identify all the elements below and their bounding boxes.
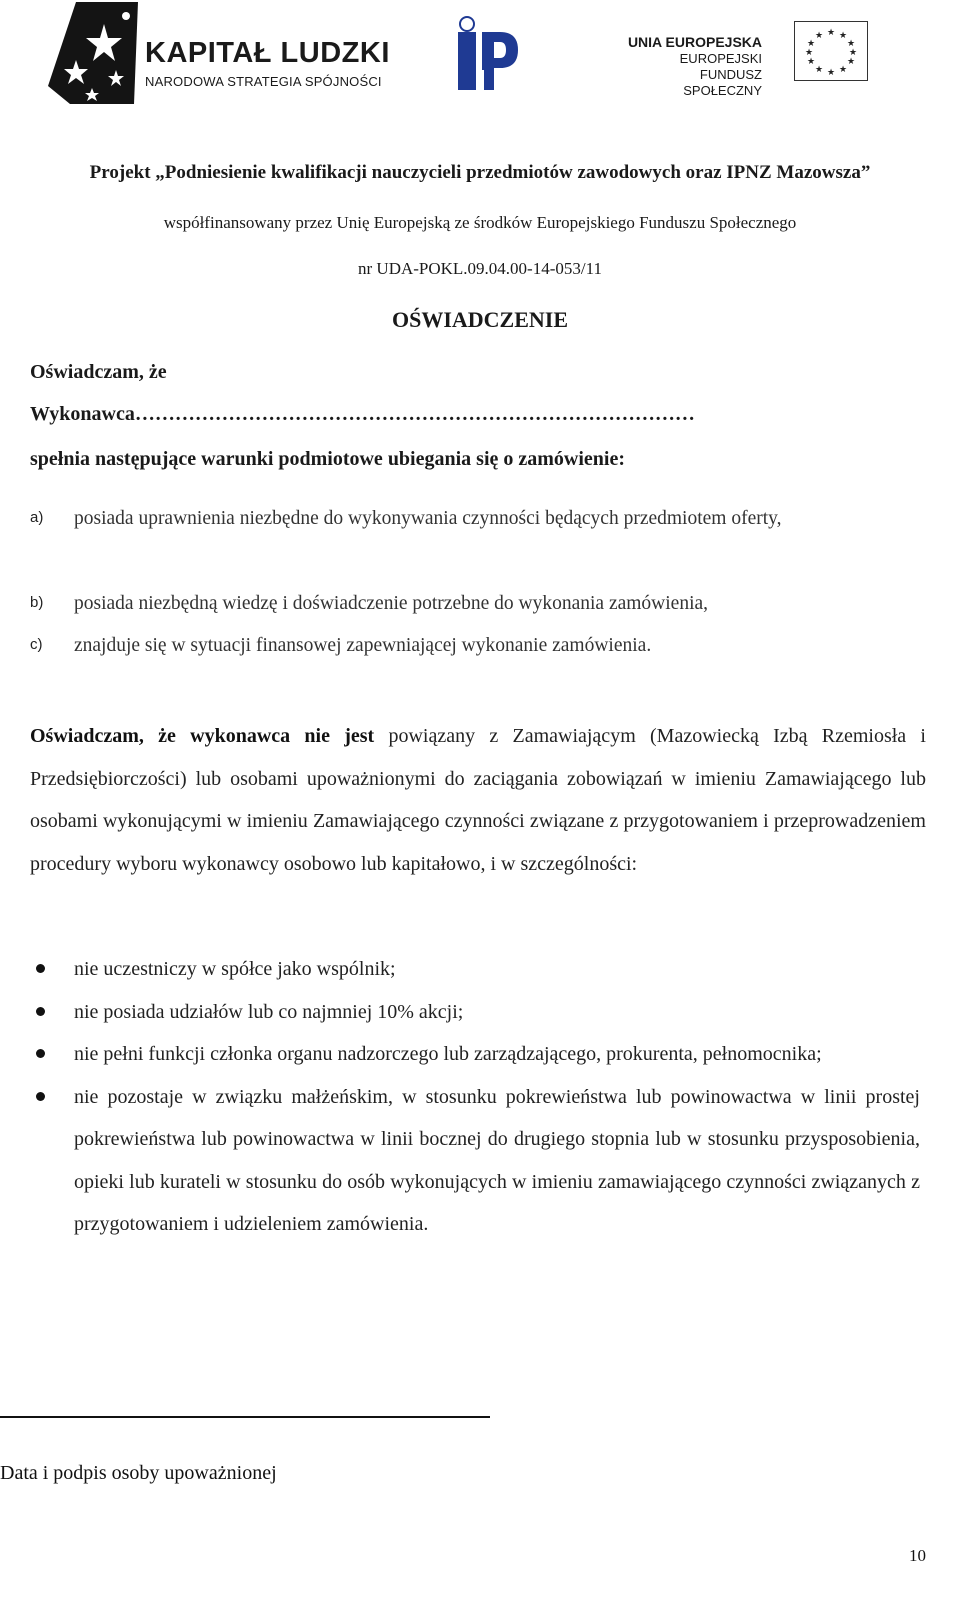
svg-text:★: ★ [846,56,856,66]
eu-line-1: UNIA EUROPEJSKA [627,34,762,50]
kapital-ludzki-title: KAPITAŁ LUDZKI [145,37,390,69]
header-logos [0,0,960,125]
list-item-text: nie uczestniczy w spółce jako wspólnik; [74,958,396,980]
condition-marker-b: b) [30,594,44,611]
relationship-statement-bold: Oświadczam, że wykonawca nie jest [30,725,375,747]
list-item [30,1033,920,1076]
list-item [30,991,920,1034]
relationship-statement-text: powiązany z Zamawiającym (Mazowiecką Izbą Rzemiosła i Przedsiębiorczości) lub osobami upoważnionymi do zaciągania zobowiązań w imieniu Zamawiającego lub osobami wykonującymi w imieniu Zamawiającego czynności związane z przygotowaniem i przeprowadzeniem procedury wyboru wykonawcy osobowo lub kapitałowo, i w szczególności: [30,725,926,875]
project-subtitle: współfinansowany przez Unię Europejską ze środków Europejskiego Funduszu Społecznego [163,213,797,232]
relationship-statement [30,715,926,885]
svg-text:★: ★ [838,30,848,40]
eu-flag-icon [794,21,868,81]
svg-text:★: ★ [804,47,814,57]
page-number: 10 [909,1546,926,1565]
condition-marker-a: a) [30,509,44,526]
kapital-ludzki-wordmark [145,38,390,89]
condition-text-b: posiada niezbędną wiedzę i doświadczenie potrzebne do wykonania zamówienia, [74,593,709,614]
relationship-bullet-list [30,948,920,1246]
statement-intro: Oświadczam, że [30,361,167,383]
kapital-ludzki-logo-icon [46,0,142,108]
bullet-icon [36,1049,45,1058]
list-item [30,948,920,991]
conditions-heading: spełnia następujące warunki podmiotowe ubiegania się o zamówienie: [30,448,626,470]
rp-logo-icon [458,16,524,92]
svg-text:★: ★ [814,30,824,40]
list-item [30,1076,920,1246]
document-title: OŚWIADCZENIE [391,307,569,332]
svg-text:★: ★ [846,38,856,48]
svg-text:★: ★ [838,64,848,74]
contractor-field: Wykonawca………………………………………………………………………… [30,403,695,425]
bullet-icon [36,1007,45,1016]
eu-line-3: FUNDUSZ SPOŁECZNY [683,67,762,98]
eu-line-2: EUROPEJSKI [679,51,762,66]
kapital-ludzki-subtitle: NARODOWA STRATEGIA SPÓJNOŚCI [145,74,382,89]
bullet-icon [36,964,45,973]
svg-text:★: ★ [814,64,824,74]
svg-text:★: ★ [806,38,816,48]
condition-marker-c: c) [30,636,43,653]
eu-wordmark [620,34,762,99]
list-item-text: nie pozostaje w związku małżeńskim, w stosunku pokrewieństwa lub powinowactwa w linii prostej pokrewieństwa lub powinowactwa w linii bocznej do drugiego stopnia lub w stosunku przysposobienia, opieki lub kurateli w stosunku do osób wykonujących w imieniu zamawiającego czynności związanych z przygotowaniem i udzieleniem zamówienia. [74,1085,920,1235]
project-title: Projekt „Podniesienie kwalifikacji nauczycieli przedmiotów zawodowych oraz IPNZ Mazowsza” [89,162,871,183]
condition-text-c: znajduje się w sytuacji finansowej zapewniającej wykonanie zamówienia. [74,635,652,656]
list-item-text: nie pełni funkcji członka organu nadzorczego lub zarządzającego, prokurenta, pełnomocnika; [74,1043,822,1065]
svg-text:★: ★ [826,67,836,77]
condition-text-a: posiada uprawnienia niezbędne do wykonywania czynności będących przedmiotem oferty, [74,508,782,529]
svg-text:★: ★ [826,27,836,37]
signature-label: Data i podpis osoby upoważnionej [0,1462,277,1484]
bullet-icon [36,1092,45,1101]
project-number: nr UDA-POKL.09.04.00-14-053/11 [358,259,602,278]
signature-line [0,1416,490,1418]
svg-text:★: ★ [806,56,816,66]
svg-text:★: ★ [848,47,858,57]
list-item-text: nie posiada udziałów lub co najmniej 10% akcji; [74,1000,464,1023]
